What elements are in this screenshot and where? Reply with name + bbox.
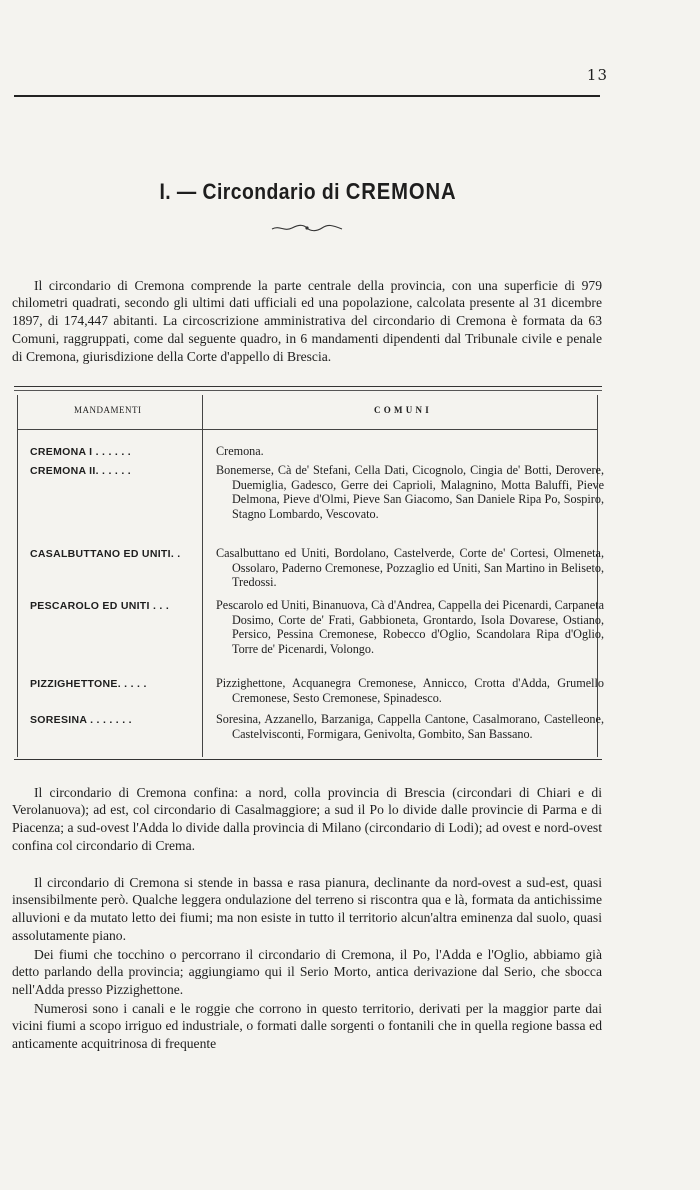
- table-row-comuni: Pizzighettone, Acquanegra Cremonese, Annicco, Crotta d'Adda, Grumello Cremonese, Sesto Cremonese, Spinadesco.: [216, 676, 604, 705]
- table-row-mandamento: SORESINA . . . . . . .: [30, 714, 132, 726]
- table-row-mandamento: CREMONA I . . . . . .: [30, 446, 131, 458]
- mandamenti-table: [14, 386, 602, 760]
- paragraph-intro: Il circondario di Cremona comprende la parte centrale della provincia, con una superficie di 979 chilometri quadrati, secondo gli ultimi dati ufficiali ed una popolazione, calcolata presente al 31 dicembre 1897, di 174,447 abitanti. La circoscrizione amministrativa del circondario di Cremona è formata da 63 Comuni, raggruppati, come dal seguente quadro, in 6 mandamenti dipendenti dal Tribunale civile e penale di Cremona, giurisdizione della Corte d'appello di Brescia.: [12, 277, 602, 364]
- paragraph-canali: Numerosi sono i canali e le roggie che corrono in questo territorio, derivati per la maggior parte dai vicini fiumi a scopo irriguo ed industriale, o formati dalle sorgenti o fontanili che in quella regione bassa ed anticamente acquitrinosa di frequente: [12, 1000, 602, 1052]
- table-row-comuni: Cremona.: [216, 444, 264, 458]
- table-row-mandamento: PESCAROLO ED UNITI . . .: [30, 600, 170, 612]
- header-comuni: C O M U N I: [374, 405, 430, 415]
- table-row-comuni: Pescarolo ed Uniti, Binanuova, Cà d'Andrea, Cappella dei Picenardi, Carpaneta Dosimo, Corte de' Frati, Gabbioneta, Grontardo, Isola Dovarese, Ostiano, Persico, Pessina Cremonese, Robecco d'Oglio, Scandolara Ripa d'Oglio, Torre de' Picenardi, Volongo.: [216, 598, 604, 656]
- page-number: 13: [586, 66, 608, 84]
- table-row-comuni: Bonemerse, Cà de' Stefani, Cella Dati, Cicognolo, Cingia de' Botti, Derovere, Duemiglia, Gadesco, Gerre dei Caprioli, Malagnino, Motta Baluffi, Pieve Delmona, Pieve d'Olmi, Pieve San Giacomo, San Daniele Ripa Po, Sospiro, Stagno Lombardo, Vescovato.: [216, 463, 604, 521]
- table-left-border: [17, 395, 18, 757]
- header-rule: [14, 95, 600, 97]
- paragraph-pianura: Il circondario di Cremona si stende in bassa e rasa pianura, declinante da nord-ovest a sud-est, quasi insensibilmente però. Qualche leggera ondulazione del terreno si riscontra qua e là, formata da antichissime alluvioni e da mutato letto dei fiumi; ma non esiste in tutto il territorio alcun'altra eminenza dal suolo, quasi assolutamente piano.: [12, 874, 602, 943]
- header-mandamenti: MANDAMENTI: [74, 405, 142, 415]
- paragraph-confini: Il circondario di Cremona confina: a nord, colla provincia di Brescia (circondari di Chiari e di Verolanuova); ad est, col circondario di Casalmaggiore; a sud il Po lo divide dalle provincie di Parma e di Piacenza; a sud-ovest l'Adda lo divide dalla provincia di Milano (circondario di Lodi); ad ovest e nord-ovest confina col circondario di Crema.: [12, 784, 602, 853]
- chapter-title-prefix: I. — Circondario di: [159, 179, 340, 204]
- paragraph-fiumi: Dei fiumi che tocchino o percorrano il circondario di Cremona, il Po, l'Adda e l'Oglio, abbiamo già detto parlando della provincia; aggiungiamo qui il Serio Morto, antica derivazione dal Serio, che sbocca nell'Adda presso Pizzighettone.: [12, 946, 602, 998]
- ornament-icon: [270, 223, 344, 233]
- table-row-mandamento: PIZZIGHETTONE. . . . .: [30, 678, 147, 690]
- table-row-mandamento: CASALBUTTANO ED UNITI. .: [30, 548, 181, 560]
- header-rule-table: [18, 429, 598, 430]
- chapter-title-name: CREMONA: [345, 178, 457, 204]
- table-row-mandamento: CREMONA II. . . . . .: [30, 465, 131, 477]
- table-row-comuni: Soresina, Azzanello, Barzaniga, Cappella Cantone, Casalmorano, Castelleone, Castelvisconti, Formigara, Genivolta, Gombito, San Bassano.: [216, 712, 604, 741]
- chapter-title: [37, 178, 579, 205]
- table-row-comuni: Casalbuttano ed Uniti, Bordolano, Castelverde, Corte de' Cortesi, Olmeneta, Ossolaro, Paderno Cremonese, Pozzaglio ed Uniti, San Martino in Beliseto, Tredossi.: [216, 546, 604, 590]
